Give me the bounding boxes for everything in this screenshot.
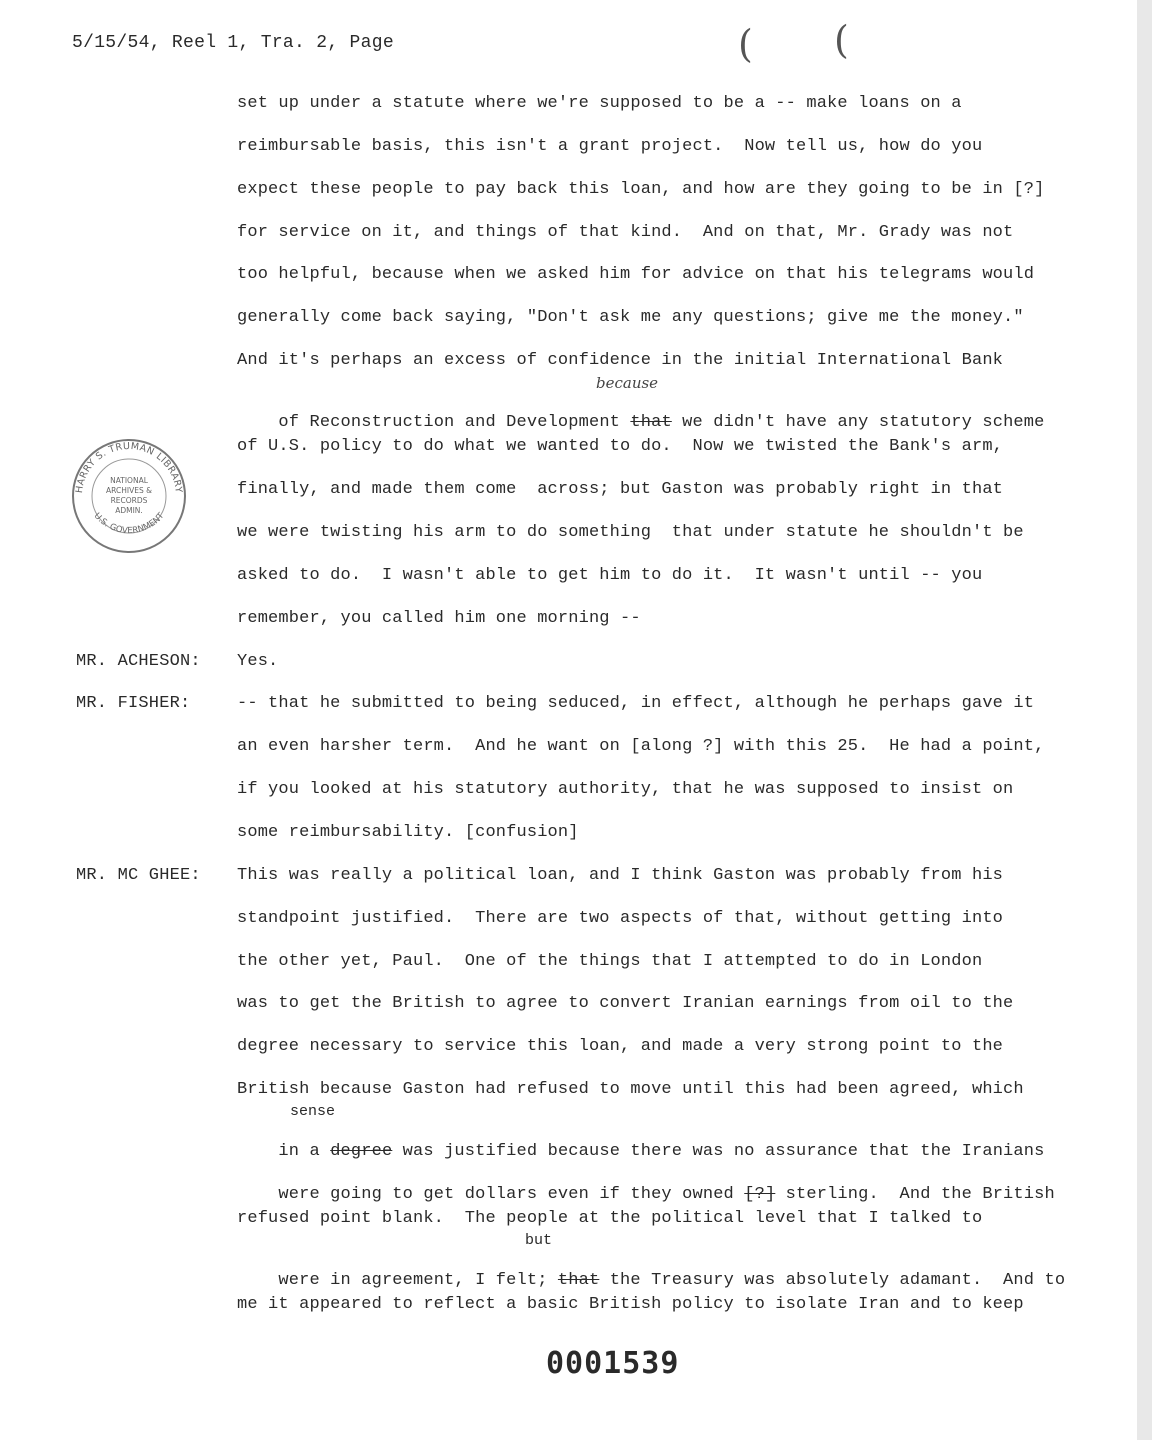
transcript-line: This was really a political loan, and I think Gaston was probably from his bbox=[237, 866, 1004, 885]
transcript-line: -- that he submitted to being seduced, in effect, although he perhaps gave it bbox=[237, 694, 1035, 713]
line-text-after: was justified because there was no assurance that the Iranians bbox=[392, 1142, 1045, 1161]
line-text-after: sterling. And the British bbox=[775, 1185, 1055, 1204]
struck-word: that bbox=[557, 1271, 600, 1290]
transcript-line: if you looked at his statutory authority, that he was supposed to insist on bbox=[237, 780, 1014, 799]
transcript-line: was to get the British to agree to convert Iranian earnings from oil to the bbox=[237, 994, 1014, 1013]
stamp-bottom-text: U.S. GOVERNMENT bbox=[91, 511, 167, 537]
transcript-line: refused point blank. The people at the political level that I talked to bbox=[237, 1209, 983, 1228]
stamp-center-line-1: NATIONAL bbox=[110, 476, 148, 485]
transcript-line: degree necessary to service this loan, and made a very strong point to the bbox=[237, 1037, 1004, 1056]
transcript-line: the other yet, Paul. One of the things that I attempted to do in London bbox=[237, 952, 983, 971]
transcript-line: asked to do. I wasn't able to get him to do it. It wasn't until -- you bbox=[237, 566, 983, 585]
stamp-ring-text: HARRY S. TRUMAN LIBRARY bbox=[73, 440, 184, 494]
transcript-line: generally come back saying, "Don't ask me any questions; give me the money." bbox=[237, 308, 1024, 327]
speaker-fisher: MR. FISHER: bbox=[76, 694, 191, 713]
transcript-line: reimbursable basis, this isn't a grant project. Now tell us, how do you bbox=[237, 137, 983, 156]
transcript-line: British because Gaston had refused to move until this had been agreed, which bbox=[237, 1080, 1024, 1099]
transcript-line: of U.S. policy to do what we wanted to do. Now we twisted the Bank's arm, bbox=[237, 437, 1004, 456]
transcript-line: an even harsher term. And he want on [along ?] with this 25. He had a point, bbox=[237, 737, 1045, 756]
transcript-line: for service on it, and things of that kind. And on that, Mr. Grady was not bbox=[237, 223, 1014, 242]
transcript-line: finally, and made them come across; but Gaston was probably right in that bbox=[237, 480, 1004, 499]
line-text-before: in a bbox=[278, 1142, 331, 1161]
stamp-center-line-3: RECORDS bbox=[110, 496, 148, 505]
transcript-line: And it's perhaps an excess of confidence in the initial International Bank bbox=[237, 351, 1004, 370]
inserted-word: sense bbox=[290, 1103, 336, 1120]
scan-edge bbox=[1137, 0, 1152, 1440]
transcript-line: we were twisting his arm to do something that under statute he shouldn't be bbox=[237, 523, 1024, 542]
transcript-line: expect these people to pay back this loan, and how are they going to be in [?] bbox=[237, 180, 1045, 199]
transcript-line: too helpful, because when we asked him for advice on that his telegrams would bbox=[237, 265, 1035, 284]
inserted-word: but bbox=[525, 1232, 553, 1249]
corner-mark-right: ( bbox=[834, 18, 849, 62]
transcript-line: set up under a statute where we're supposed to be a -- make loans on a bbox=[237, 94, 962, 113]
page-header: 5/15/54, Reel 1, Tra. 2, Page bbox=[72, 33, 394, 53]
speaker-mcghee: MR. MC GHEE: bbox=[76, 866, 201, 885]
line-text-after: the Treasury was absolutely adamant. And to bbox=[599, 1271, 1066, 1290]
struck-word: that bbox=[630, 413, 672, 432]
struck-word: degree bbox=[330, 1142, 393, 1161]
speaker-acheson: MR. ACHESON: bbox=[76, 652, 201, 671]
line-text-before: of Reconstruction and Development bbox=[278, 413, 631, 432]
archive-stamp bbox=[70, 437, 188, 555]
transcript-line: some reimbursability. [confusion] bbox=[237, 823, 579, 842]
corner-mark-left: ( bbox=[738, 22, 753, 66]
document-number: 0001539 bbox=[546, 1346, 680, 1381]
struck-word: [?] bbox=[744, 1185, 776, 1204]
transcript-line: Yes. bbox=[237, 652, 279, 671]
transcript-line: me it appeared to reflect a basic British policy to isolate Iran and to keep bbox=[237, 1295, 1024, 1314]
stamp-center-line-2: ARCHIVES & bbox=[106, 486, 152, 495]
stamp-center-line-4: ADMIN. bbox=[115, 506, 143, 515]
handwritten-correction: because bbox=[596, 374, 659, 392]
line-text-after: we didn't have any statutory scheme bbox=[671, 413, 1045, 432]
line-text-before: were in agreement, I felt; bbox=[278, 1271, 558, 1290]
line-text-before: were going to get dollars even if they owned bbox=[278, 1185, 745, 1204]
transcript-line: standpoint justified. There are two aspects of that, without getting into bbox=[237, 909, 1004, 928]
transcript-line: remember, you called him one morning -- bbox=[237, 609, 641, 628]
